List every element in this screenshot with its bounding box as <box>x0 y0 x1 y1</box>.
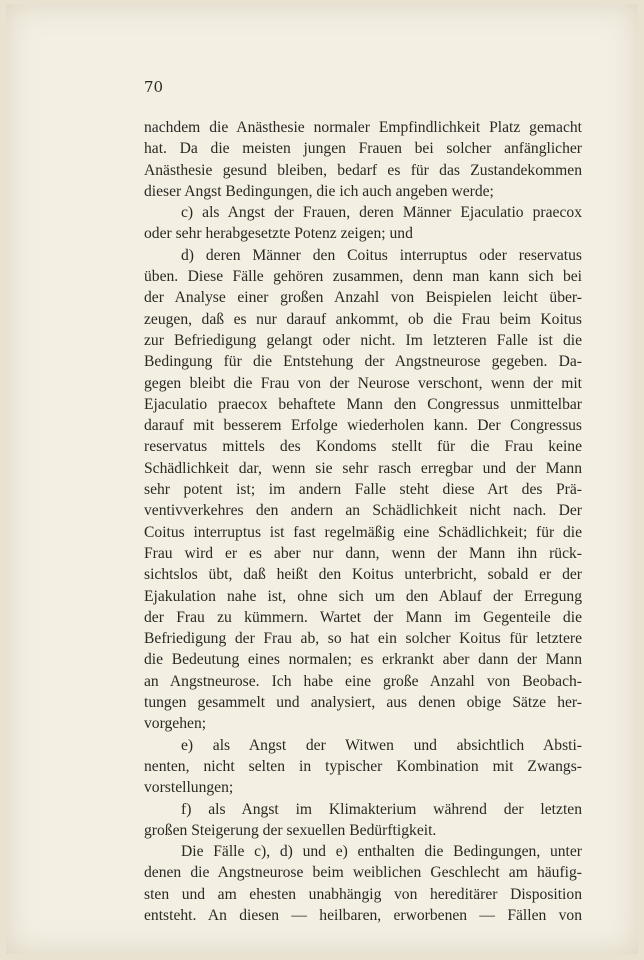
text-line: ventivverkehres den andern an Schädlichkeit nicht nach. Der <box>144 502 582 520</box>
text-line: e) als Angst der Witwen und absichtlich Absti- <box>181 736 582 754</box>
text-line: Ejaculatio praecox behaftete Mann den Congressus unmittelbar <box>144 395 582 413</box>
text-line: großen Steigerung der sexuellen Bedürftigkeit. <box>144 821 437 839</box>
text-line: Ejakulation nahe ist, ohne sich um den Ablauf der Erregung <box>144 587 582 605</box>
text-line: d) deren Männer den Coitus interruptus oder reservatus <box>181 246 582 264</box>
text-line: Die Fälle c), d) und e) enthalten die Bedingungen, unter <box>181 843 582 861</box>
text-line: Anästhesie gesund bleiben, bedarf es für das Zustandekommen <box>144 161 582 179</box>
text-line: Frau wird er es aber nur dann, wenn der Mann ihn rück- <box>144 544 582 562</box>
text-line: hat. Da die meisten jungen Frauen bei solcher anfänglicher <box>144 140 582 158</box>
text-line: nachdem die Anästhesie normaler Empfindlichkeit Platz gemacht <box>144 119 582 136</box>
text-line: reservatus mittels des Kondoms stellt für die Frau keine <box>144 438 582 456</box>
text-line: darauf mit besserem Erfolge wiederholen kann. Der Congressus <box>144 417 582 435</box>
text-line: sichtslos übt, daß heißt den Koitus unterbricht, sobald er der <box>144 566 582 584</box>
text-line: dieser Angst Bedingungen, die ich auch angeben werde; <box>144 182 494 200</box>
text-line: Schädlichkeit dar, wenn sie sehr rasch erregbar und der Mann <box>144 459 582 477</box>
text-line: sten und am ehesten unabhängig von hereditärer Disposition <box>144 885 582 903</box>
text-line: Befriedigung der Frau ab, so hat ein solcher Koitus für letztere <box>144 630 582 648</box>
text-line: oder sehr herabgesetzte Potenz zeigen; und <box>144 225 413 243</box>
page-number: 70 <box>144 78 164 96</box>
text-line: Coitus interruptus ist fast regelmäßig eine Schädlichkeit; für die <box>144 523 582 541</box>
text-line: zeugen, daß es nur darauf ankommt, ob die Frau beim Koitus <box>144 310 582 328</box>
text-line: Bedingung für die Entstehung der Angstneurose gegeben. Da- <box>144 353 582 371</box>
text-line: c) als Angst der Frauen, deren Männer Ejaculatio praecox <box>181 204 582 222</box>
text-line: denen die Angstneurose beim weiblichen Geschlecht am häufig- <box>144 864 582 882</box>
text-line: gegen bleibt die Frau von der Neurose verschont, wenn der mit <box>144 374 582 392</box>
text-line: nenten, nicht selten in typischer Kombination mit Zwangs- <box>144 757 582 775</box>
text-line: der Analyse einer großen Anzahl von Beispielen leicht über- <box>144 289 582 307</box>
text-line: vorstellungen; <box>144 779 234 797</box>
text-line: vorgehen; <box>144 715 207 733</box>
text-line: üben. Diese Fälle gehören zusammen, denn man kann sich bei <box>144 268 582 286</box>
text-line: entsteht. An diesen — heilbaren, erworbenen — Fällen von <box>144 906 582 924</box>
text-line: tungen gesammelt und analysiert, aus denen obige Sätze her- <box>144 694 582 712</box>
text-line: die Bedeutung eines normalen; es erkrankt aber dann der Mann <box>144 651 582 669</box>
body-text <box>144 117 582 926</box>
text-line: an Angstneurose. Ich habe eine große Anzahl von Beobach- <box>144 672 582 690</box>
text-line: f) als Angst im Klimakterium während der letzten <box>181 800 582 818</box>
text-line: der Frau zu kümmern. Wartet der Mann im Gegenteile die <box>144 608 582 626</box>
text-line: sehr potent ist; im andern Falle steht diese Art des Prä- <box>144 481 582 499</box>
book-page <box>6 4 638 954</box>
text-line: zur Befriedigung gelangt oder nicht. Im letzteren Falle ist die <box>144 331 582 349</box>
